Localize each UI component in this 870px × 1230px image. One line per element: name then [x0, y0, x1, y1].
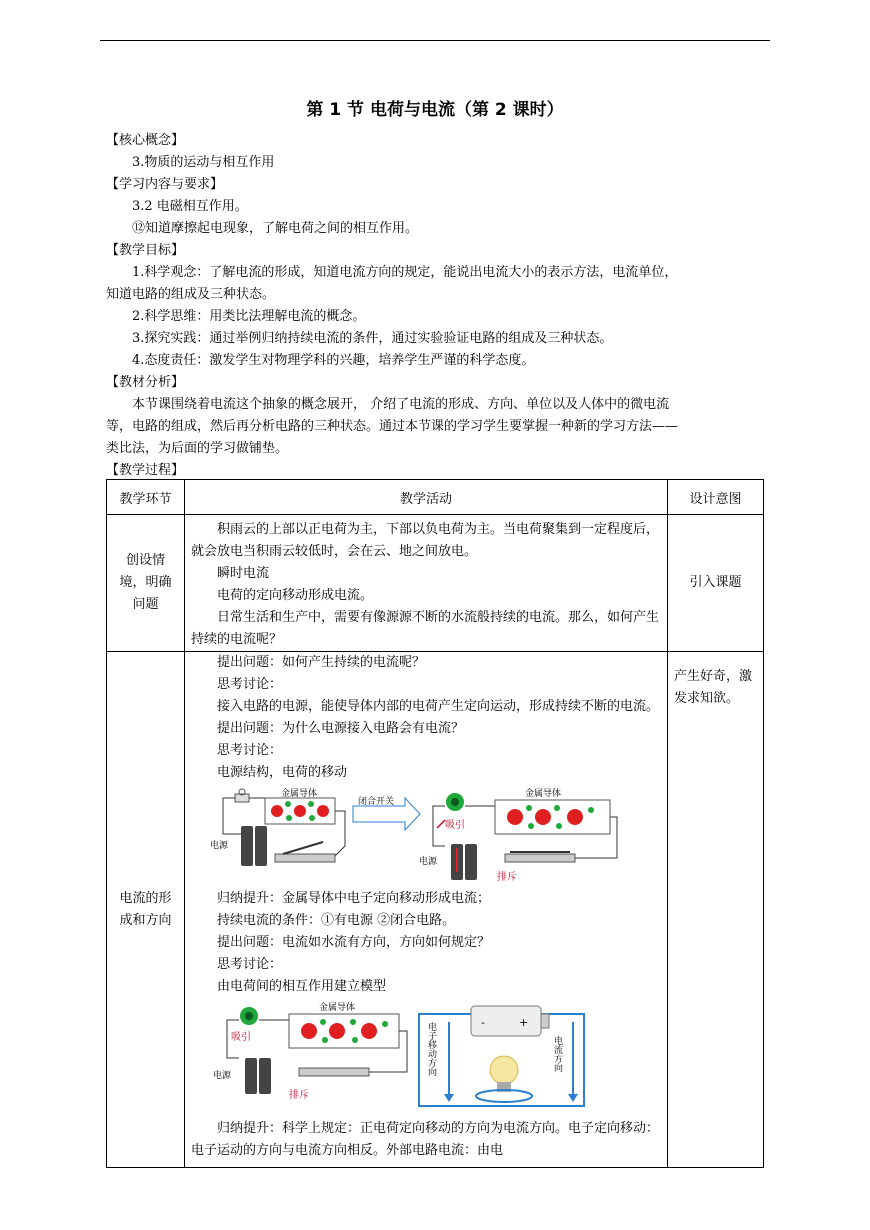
- battery-icon: [465, 844, 477, 880]
- attract-arrow-icon: [437, 820, 445, 828]
- goal-3: 3.探究实践：通过举例归纳持续电流的条件，通过实验验证电路的组成及三种状态。: [132, 331, 613, 346]
- core-concept: 3.物质的运动与相互作用: [132, 155, 275, 170]
- electron-icon: [285, 801, 291, 807]
- header-intent: 设计意图: [668, 480, 764, 515]
- power-label-text: 电源: [210, 841, 229, 851]
- repel-label: 排斥: [497, 872, 517, 883]
- battery-icon: [245, 1058, 257, 1094]
- activity-text: 积雨云的上部以正电荷为主，下部以负电荷为主。当电荷聚集到一定程度后，就会放电当积雨云较低时，会在云、地之间放电。: [191, 522, 660, 559]
- bulb-core-icon: [451, 798, 459, 806]
- plus-sign: +: [519, 1016, 529, 1029]
- electron-icon: [382, 1021, 388, 1027]
- electron-icon: [526, 805, 532, 811]
- positive-charge-icon: [361, 1023, 377, 1039]
- switch-icon: [299, 1068, 369, 1076]
- wire-icon: [335, 811, 345, 856]
- electron-icon: [308, 801, 314, 807]
- goal-2: 2.科学思维：用类比法理解电流的概念。: [132, 309, 366, 324]
- switch-icon: [275, 854, 335, 862]
- activity-text: 提出问题：为什么电源接入电路会有电流？: [217, 721, 465, 736]
- activity-text: 思考讨论：: [217, 677, 283, 692]
- table-header-row: [107, 480, 764, 515]
- activity-text: 持续电流的条件：①有电源 ②闭合电路。: [217, 913, 456, 928]
- electron-icon: [286, 815, 292, 821]
- battery-terminal-icon: [456, 848, 458, 872]
- wire-icon: [223, 798, 241, 834]
- circuit-figure-2: [209, 1002, 609, 1110]
- activity-text: 提出问题：如何产生持续的电流呢？: [217, 655, 426, 670]
- repel-label: 排斥: [289, 1090, 309, 1101]
- circuit-figure-1: [205, 786, 625, 886]
- page-title: 第 1 节 电荷与电流（第 2 课时）: [306, 100, 564, 120]
- activity-text: 思考讨论：: [217, 743, 283, 758]
- positive-charge-icon: [317, 805, 329, 817]
- bulb-core-icon: [245, 1012, 253, 1020]
- analysis-line-1: 本节课围绕着电流这个抽象的概念展开， 介绍了电流的形成、方向、单位以及人体中的微电流: [132, 397, 670, 412]
- close-switch-label: 闭合开关: [358, 797, 395, 807]
- core-concept-heading: 【核心概念】: [106, 133, 185, 148]
- stage-cell: 电流的形成和方向: [119, 890, 172, 928]
- table-row: [107, 652, 764, 1168]
- requirement-2: ⑫知道摩擦起电现象，了解电荷之间的相互作用。: [132, 221, 419, 236]
- power-label: 电源: [213, 1071, 232, 1081]
- electron-icon: [554, 805, 560, 811]
- table-row: [107, 515, 764, 652]
- intent-cell: 产生好奇，激发求知欲。: [674, 669, 753, 706]
- activity-text: 由电荷间的相互作用建立模型: [217, 979, 387, 994]
- intent-cell: 引入课题: [689, 575, 742, 590]
- goals-heading: 【教学目标】: [106, 243, 185, 258]
- goal-1: 1.科学观念：了解电流的形成，知道电流方向的规定，能说出电流大小的表示方法，电流单位，: [132, 265, 678, 280]
- positive-charge-icon: [294, 805, 306, 817]
- electron-icon: [322, 1037, 328, 1043]
- requirements-heading: 【学习内容与要求】: [106, 177, 224, 192]
- metal-conductor-label: 金属导体: [319, 1003, 356, 1013]
- battery-terminal-icon: [541, 1014, 549, 1028]
- switch-lever-icon: [283, 842, 323, 854]
- top-rule: [100, 40, 770, 41]
- current-direction-label: 电流方向: [552, 1036, 562, 1072]
- attract-label: 吸引: [445, 820, 465, 831]
- analysis-heading: 【教材分析】: [106, 375, 185, 390]
- activity-text: 接入电路的电源，能使导体内部的电荷产生定向运动，形成持续不断的电流。: [217, 699, 660, 714]
- activity-text: 归纳提升：金属导体中电子定向移动形成电流；: [217, 891, 491, 906]
- header-activity: 教学活动: [185, 480, 668, 515]
- activity-text: 思考讨论：: [217, 957, 283, 972]
- light-bulb-icon: [490, 1056, 518, 1084]
- activity-text: 瞬时电流: [217, 566, 270, 581]
- arrowhead-icon: [568, 1094, 578, 1102]
- goal-1-cont: 知道电路的组成及三种状态。: [106, 287, 276, 302]
- process-heading: 【教学过程】: [106, 463, 185, 478]
- activity-text: 电源结构，电荷的移动: [217, 765, 348, 780]
- activity-text: 电荷的定向移动形成电流。: [217, 588, 374, 603]
- battery-icon: [255, 826, 267, 866]
- positive-charge-icon: [301, 1023, 317, 1039]
- electron-icon: [309, 815, 315, 821]
- metal-conductor-label: 金属导体: [281, 789, 318, 799]
- activity-cell: [185, 652, 667, 1162]
- electron-icon: [350, 1019, 356, 1025]
- analysis-line-2: 等，电路的组成，然后再分析电路的三种状态。通过本节课的学习学生要掌握一种新的学习方法——: [106, 419, 679, 434]
- electron-direction-label: 电子移动方向: [426, 1022, 436, 1076]
- activity-text: 提出问题：电流如水流有方向，方向如何规定？: [217, 935, 491, 950]
- activity-text: 日常生活和生产中，需要有像源源不断的水流般持续的电流。那么，如何产生持续的电流呢？: [191, 610, 660, 647]
- stage-cell: 创设情境，明确问题: [119, 553, 172, 612]
- positive-charge-icon: [535, 809, 551, 825]
- positive-charge-icon: [271, 805, 283, 817]
- switch-icon: [505, 854, 575, 862]
- positive-charge-icon: [329, 1023, 345, 1039]
- electron-icon: [588, 807, 594, 813]
- battery-icon: [241, 826, 253, 866]
- positive-charge-icon: [567, 809, 583, 825]
- electron-icon: [352, 1037, 358, 1043]
- electron-icon: [320, 1019, 326, 1025]
- power-label: [210, 839, 229, 851]
- activity-text: 归纳提升：科学上规定：正电荷定向移动的方向为电流方向。电子定向移动：电子运动的方向与电流方向相反。外部电路电流：由电: [191, 1121, 660, 1158]
- requirement-1: 3.2 电磁相互作用。: [132, 199, 248, 214]
- power-label: 电源: [419, 857, 438, 867]
- minus-sign: -: [481, 1016, 485, 1029]
- electron-icon: [528, 823, 534, 829]
- electron-icon: [556, 823, 562, 829]
- metal-conductor-label: 金属导体: [525, 789, 562, 799]
- analysis-line-3: 类比法，为后面的学习做铺垫。: [106, 441, 289, 456]
- header-stage: 教学环节: [107, 480, 185, 515]
- battery-icon: [259, 1058, 271, 1094]
- process-table: [106, 479, 764, 1168]
- arrowhead-icon: [444, 1094, 454, 1102]
- positive-charge-icon: [507, 809, 523, 825]
- goal-4: 4.态度责任：激发学生对物理学科的兴趣，培养学生严谨的科学态度。: [132, 353, 535, 368]
- activity-cell: [185, 515, 667, 651]
- attract-label: 吸引: [231, 1032, 251, 1043]
